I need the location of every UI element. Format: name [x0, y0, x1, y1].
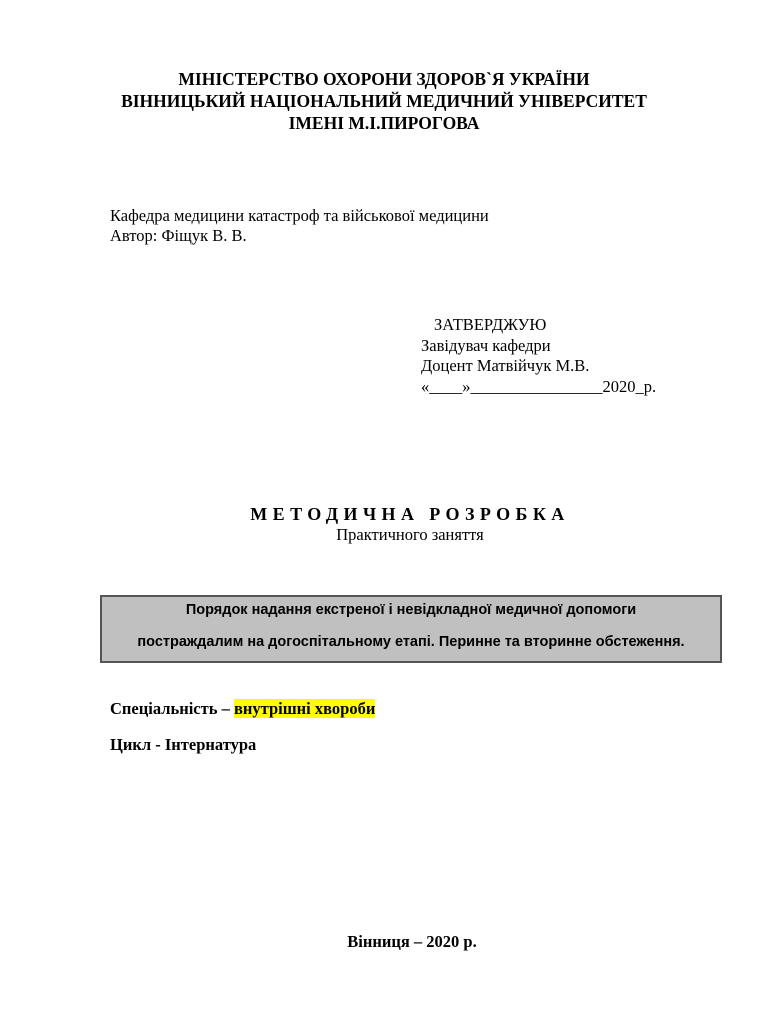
ministry-header — [0, 68, 768, 134]
header-line-university: ВІННИЦЬКИЙ НАЦІОНАЛЬНИЙ МЕДИЧНИЙ УНІВЕРСИТЕТ — [121, 91, 647, 111]
topic-box — [100, 595, 722, 663]
header-line-named-after: ІМЕНІ М.І.ПИРОГОВА — [288, 113, 480, 133]
author-line: Автор: Фіщук В. В. — [110, 226, 247, 245]
department-info — [110, 206, 489, 246]
department-name: Кафедра медицини катастроф та військової медицини — [110, 206, 489, 225]
topic-line-2: постраждалим на догоспітальному етапі. Перинне та вторинне обстеження. — [137, 634, 685, 650]
approval-block — [421, 315, 656, 397]
footer-city-year: Вінниця – 2020 р. — [347, 932, 477, 951]
approval-date-line: «____»________________2020_р. — [421, 376, 657, 396]
topic-line-1: Порядок надання екстреної і невідкладної медичної допомоги — [185, 602, 637, 618]
specialty-value: внутрішні хвороби — [233, 699, 376, 718]
document-title-block — [0, 503, 768, 545]
header-line-ministry: МІНІСТЕРСТВО ОХОРОНИ ЗДОРОВ`Я УКРАЇНИ — [178, 69, 590, 89]
specialty-label: Спеціальність – — [110, 699, 234, 718]
approval-title: ЗАТВЕРДЖУЮ — [434, 315, 547, 334]
approval-person: Доцент Матвійчук М.В. — [421, 356, 590, 375]
document-title: МЕТОДИЧНА РОЗРОБКА — [250, 504, 570, 524]
specialty-line — [110, 699, 375, 719]
cycle-line: Цикл - Інтернатура — [110, 735, 257, 754]
document-subtitle: Практичного заняття — [336, 525, 484, 544]
approval-position: Завідувач кафедри — [421, 335, 551, 355]
